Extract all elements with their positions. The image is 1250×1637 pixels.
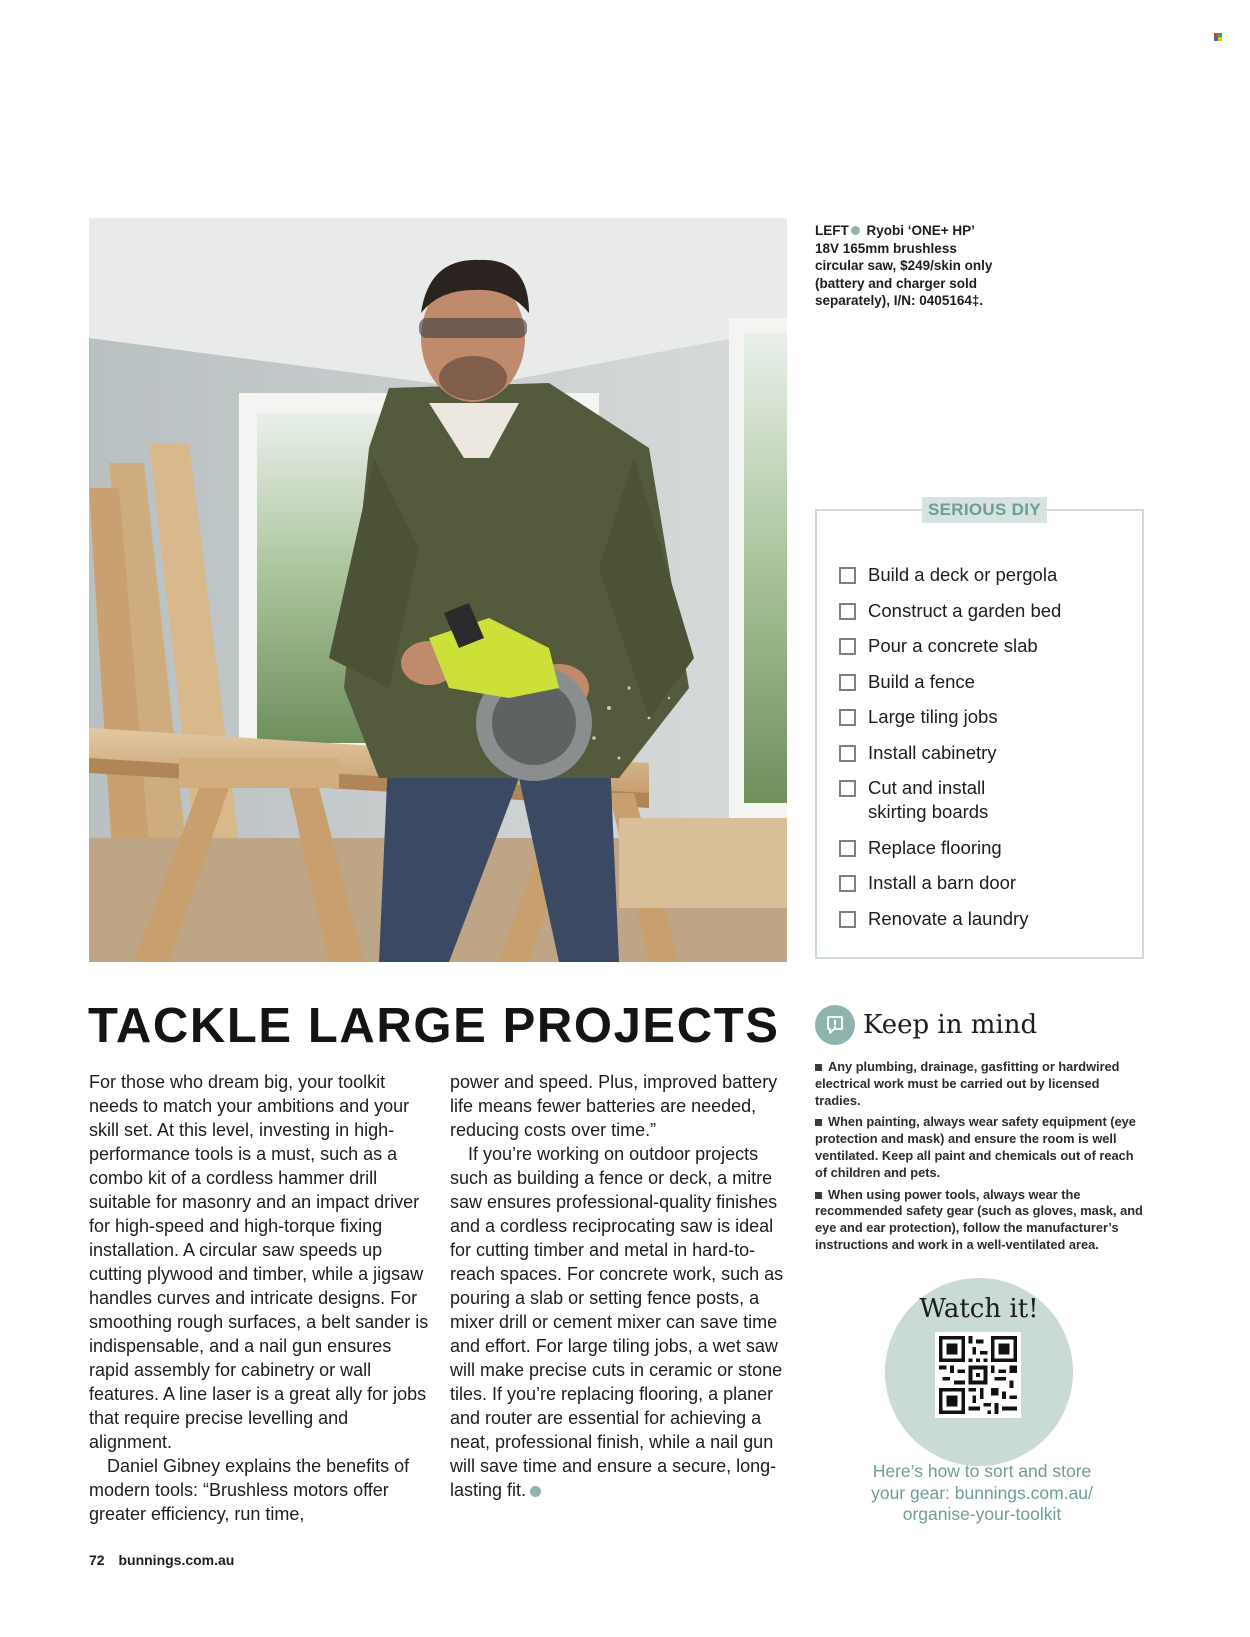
checklist-item[interactable] bbox=[839, 599, 1118, 623]
checklist-item-label: Install cabinetry bbox=[868, 741, 997, 763]
keep-in-mind-header bbox=[815, 1005, 1037, 1045]
caption-item-number: separately), I/N: 0405164‡. bbox=[815, 293, 984, 308]
caption-product-line: Ryobi ‘ONE+ HP’ bbox=[866, 223, 975, 238]
checklist-item[interactable] bbox=[839, 705, 1118, 729]
photo-caption bbox=[815, 222, 1035, 310]
checklist-item[interactable] bbox=[839, 563, 1118, 587]
checklist-item-label: Large tiling jobs bbox=[868, 706, 998, 727]
checklist-item-label: Pour a concrete slab bbox=[868, 635, 1038, 656]
caption-spec: 18V 165mm brushless bbox=[815, 240, 957, 256]
end-mark-icon bbox=[530, 1486, 541, 1497]
checklist-item-label: Renovate a laundry bbox=[868, 907, 1029, 929]
bullet-square-icon bbox=[815, 1192, 822, 1199]
checkbox-icon[interactable] bbox=[839, 638, 856, 655]
article-paragraph: Daniel Gibney explains the benefits of modern tools: “Brushless motors offer greater efficiency, run time, bbox=[89, 1456, 410, 1524]
bullet-square-icon bbox=[815, 1064, 822, 1071]
checkbox-icon[interactable] bbox=[839, 709, 856, 726]
checklist-item-label: Build a deck or pergola bbox=[868, 564, 1058, 585]
watch-it-badge bbox=[885, 1278, 1073, 1466]
caption-note: (battery and charger sold bbox=[815, 275, 978, 291]
checklist-item[interactable] bbox=[839, 741, 1118, 765]
checkbox-icon[interactable] bbox=[839, 745, 856, 762]
keep-in-mind-title: Keep in mind bbox=[863, 1010, 1038, 1040]
watch-it-link[interactable]: organise-your-toolkit bbox=[902, 1504, 1062, 1524]
watch-it-link[interactable]: your gear: bunnings.com.au/ bbox=[871, 1482, 1093, 1503]
checklist-item-label: Construct a garden bed bbox=[868, 599, 1062, 621]
article-column-2 bbox=[450, 1070, 790, 1502]
checklist-items bbox=[839, 563, 1118, 942]
article-paragraph bbox=[450, 1142, 790, 1502]
keep-in-mind-item bbox=[815, 1059, 1145, 1109]
bullet-square-icon bbox=[815, 1119, 822, 1126]
caption-dot-icon bbox=[851, 226, 860, 235]
watch-it-text bbox=[842, 1461, 1122, 1526]
caption-line-1 bbox=[815, 222, 1035, 240]
article-headline: TACKLE LARGE PROJECTS bbox=[88, 999, 780, 1053]
checklist-item[interactable] bbox=[839, 776, 1118, 824]
checkbox-icon[interactable] bbox=[839, 840, 856, 857]
qr-code[interactable] bbox=[935, 1332, 1021, 1418]
footer-site[interactable]: bunnings.com.au bbox=[118, 1552, 235, 1568]
checklist-item[interactable] bbox=[839, 670, 1118, 694]
keep-in-mind-text: When painting, always wear safety equipment (eye protection and mask) and ensure the room is well ventilated. Keep all paint and chemicals out of reach of children and pets. bbox=[815, 1114, 1136, 1180]
keep-in-mind-list bbox=[815, 1059, 1145, 1259]
article-paragraph-text: If you’re working on outdoor projects such as building a fence or deck, a mitre saw ensures professional-quality finishes and a cordless reciprocating saw is ideal for cutting timber and metal in hard-to-reach spaces. For concrete work, such as pouring a slab or setting fence posts, a mixer drill or cement mixer can save time and effort. For large tiling jobs, a wet saw will make precise cuts in ceramic or stone tiles. If you’re replacing flooring, a planer and router are essential for achieving a neat, professional finish, while a nail gun will save time and ensure a secure, long-lasting fit. bbox=[450, 1144, 784, 1500]
caption-price: $249/skin only bbox=[900, 258, 993, 273]
corner-mark bbox=[1214, 33, 1222, 41]
checklist-item[interactable] bbox=[839, 871, 1118, 895]
checklist-item-label: Build a fence bbox=[868, 670, 975, 692]
checklist-item-label: Install a barn door bbox=[868, 872, 1017, 893]
product-photo bbox=[89, 218, 787, 962]
keep-in-mind-item bbox=[815, 1114, 1145, 1181]
checklist-title: SERIOUS DIY bbox=[922, 497, 1047, 523]
checkbox-icon[interactable] bbox=[839, 603, 856, 620]
caption-line-3 bbox=[815, 257, 1035, 275]
watch-it-title: Watch it! bbox=[919, 1294, 1039, 1324]
caption-label: LEFT bbox=[815, 223, 849, 238]
checklist-item[interactable] bbox=[839, 907, 1118, 931]
page-number: 72 bbox=[89, 1552, 105, 1568]
article-paragraph: power and speed. Plus, improved battery life means fewer batteries are needed, reducing costs over time.” bbox=[450, 1072, 778, 1140]
checklist-item-label: Replace flooring bbox=[868, 836, 1002, 858]
keep-in-mind-text: Any plumbing, drainage, gasfitting or hardwired electrical work must be carried out by licensed tradies. bbox=[815, 1059, 1120, 1108]
serious-diy-checklist bbox=[815, 500, 1144, 959]
checklist-item[interactable] bbox=[839, 836, 1118, 860]
keep-in-mind-text: When using power tools, always wear the recommended safety gear (such as gloves, mask, and eye and ear protection), follow the manufacturer’s instructions and work in a well-ventilated area. bbox=[815, 1186, 1143, 1252]
watch-it-line: Here’s how to sort and store bbox=[872, 1461, 1092, 1481]
checkbox-icon[interactable] bbox=[839, 674, 856, 691]
info-bubble-icon bbox=[815, 1005, 855, 1045]
caption-product-name: circular saw, bbox=[815, 258, 897, 273]
checkbox-icon[interactable] bbox=[839, 780, 856, 797]
checkbox-icon[interactable] bbox=[839, 567, 856, 584]
keep-in-mind-item bbox=[815, 1187, 1145, 1254]
checkbox-icon[interactable] bbox=[839, 911, 856, 928]
checklist-item-label: Cut and install skirting boards bbox=[868, 777, 989, 822]
page-footer bbox=[89, 1552, 234, 1568]
article-paragraph: For those who dream big, your toolkit needs to match your ambitions and your skill set. At this level, investing in high-performance tools is a must, such as a combo kit of a cordless hammer drill suitable for masonry and an impact driver for high-speed and high-torque fixing installation. A circular saw speeds up cutting plywood and timber, while a jigsaw handles curves and intricate designs. For smoothing rough surfaces, a belt sander is indispensable, and a nail gun ensures rapid assembly for cabinetry or wall features. A line laser is a great ally for jobs that require precise levelling and alignment. bbox=[89, 1072, 429, 1452]
checklist-item[interactable] bbox=[839, 634, 1118, 658]
article-column-1 bbox=[89, 1070, 429, 1526]
checkbox-icon[interactable] bbox=[839, 875, 856, 892]
